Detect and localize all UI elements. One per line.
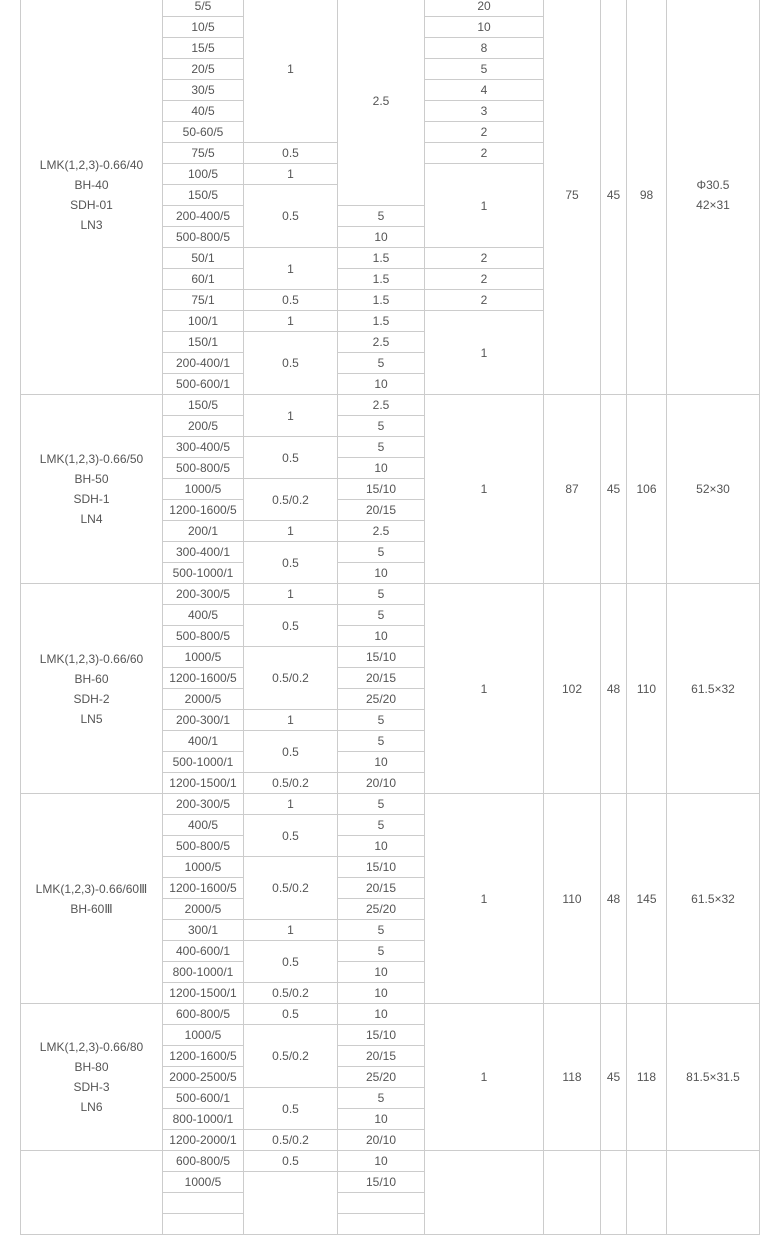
class-cell: 0.5/0.2	[244, 1025, 338, 1088]
class-cell: 0.5/0.2	[244, 983, 338, 1004]
ratio-cell: 150/5	[163, 395, 244, 416]
turns-cell: 1	[425, 311, 544, 395]
turns-cell: 2	[425, 248, 544, 269]
ratio-cell: 150/1	[163, 332, 244, 353]
ratio-cell: 100/5	[163, 164, 244, 185]
capacity-cell: 20/15	[338, 1046, 425, 1067]
turns-cell: 2	[425, 122, 544, 143]
capacity-cell: 5	[338, 416, 425, 437]
capacity-cell: 10	[338, 1004, 425, 1025]
ratio-cell: 400/5	[163, 815, 244, 836]
capacity-cell: 10	[338, 836, 425, 857]
current-transformer-spec-table	[20, 0, 760, 1235]
dim-b-cell: 48	[601, 584, 627, 794]
capacity-cell: 25/20	[338, 899, 425, 920]
dim-b-cell: 48	[601, 794, 627, 1004]
capacity-cell: 20/15	[338, 878, 425, 899]
turns-cell: 4	[425, 80, 544, 101]
capacity-cell	[338, 1193, 425, 1214]
ratio-cell: 800-1000/1	[163, 1109, 244, 1130]
capacity-cell: 15/10	[338, 1172, 425, 1193]
ratio-cell: 150/5	[163, 185, 244, 206]
table-row	[21, 584, 760, 605]
ratio-cell	[163, 1193, 244, 1214]
turns-cell: 2	[425, 269, 544, 290]
turns-cell	[425, 1151, 544, 1235]
ratio-cell: 500-600/1	[163, 1088, 244, 1109]
capacity-cell: 15/10	[338, 647, 425, 668]
capacity-cell: 2.5	[338, 521, 425, 542]
capacity-cell: 10	[338, 752, 425, 773]
model-cell: LMK(1,2,3)-0.66/50 BH-50 SDH-1 LN4	[21, 395, 163, 584]
class-cell: 1	[244, 584, 338, 605]
table-row	[21, 1004, 760, 1025]
class-cell: 1	[244, 164, 338, 185]
ratio-cell: 300/1	[163, 920, 244, 941]
turns-cell: 2	[425, 143, 544, 164]
turns-cell: 20	[425, 0, 544, 17]
class-cell: 0.5	[244, 1151, 338, 1172]
class-cell: 1	[244, 920, 338, 941]
capacity-cell: 5	[338, 794, 425, 815]
class-cell: 0.5	[244, 731, 338, 773]
turns-cell: 10	[425, 17, 544, 38]
dim-a-cell: 75	[544, 0, 601, 395]
ratio-cell: 5/5	[163, 0, 244, 17]
dim-b-cell: 45	[601, 1004, 627, 1151]
model-cell: LMK(1,2,3)-0.66/40 BH-40 SDH-01 LN3	[21, 0, 163, 395]
table-row	[21, 395, 760, 416]
capacity-cell: 2.5	[338, 332, 425, 353]
capacity-cell: 5	[338, 206, 425, 227]
class-cell: 0.5/0.2	[244, 857, 338, 920]
ratio-cell: 200-400/5	[163, 206, 244, 227]
ratio-cell: 200/5	[163, 416, 244, 437]
class-cell: 1	[244, 0, 338, 143]
class-cell: 1	[244, 311, 338, 332]
dim-a-cell: 102	[544, 584, 601, 794]
class-cell: 0.5/0.2	[244, 1130, 338, 1151]
window-size-cell: 61.5×32	[667, 794, 760, 1004]
class-cell: 0.5	[244, 941, 338, 983]
ratio-cell: 1200-1600/5	[163, 1046, 244, 1067]
class-cell: 0.5/0.2	[244, 647, 338, 710]
ratio-cell: 200-300/1	[163, 710, 244, 731]
class-cell: 0.5	[244, 542, 338, 584]
ratio-cell: 1000/5	[163, 1025, 244, 1046]
capacity-cell: 2.5	[338, 395, 425, 416]
ratio-cell	[163, 1214, 244, 1235]
ratio-cell: 400/5	[163, 605, 244, 626]
dim-c-cell: 106	[627, 395, 667, 584]
turns-cell: 1	[425, 794, 544, 1004]
capacity-cell: 5	[338, 731, 425, 752]
ratio-cell: 600-800/5	[163, 1004, 244, 1025]
capacity-cell: 5	[338, 437, 425, 458]
class-cell: 0.5	[244, 185, 338, 248]
class-cell: 0.5	[244, 290, 338, 311]
table-row	[21, 794, 760, 815]
table-row	[21, 0, 760, 17]
capacity-cell: 5	[338, 584, 425, 605]
turns-cell: 1	[425, 164, 544, 248]
window-size-cell: 81.5×31.5	[667, 1004, 760, 1151]
capacity-cell: 10	[338, 374, 425, 395]
capacity-cell: 1.5	[338, 248, 425, 269]
capacity-cell: 20/15	[338, 668, 425, 689]
ratio-cell: 1000/5	[163, 1172, 244, 1193]
spec-table-container	[20, 0, 760, 1235]
capacity-cell: 10	[338, 983, 425, 1004]
capacity-cell: 20/15	[338, 500, 425, 521]
ratio-cell: 400-600/1	[163, 941, 244, 962]
ratio-cell: 50-60/5	[163, 122, 244, 143]
ratio-cell: 1000/5	[163, 647, 244, 668]
ratio-cell: 40/5	[163, 101, 244, 122]
dim-c-cell: 110	[627, 584, 667, 794]
ratio-cell: 75/1	[163, 290, 244, 311]
ratio-cell: 500-600/1	[163, 374, 244, 395]
turns-cell: 1	[425, 1004, 544, 1151]
dim-b-cell: 45	[601, 0, 627, 395]
capacity-cell: 10	[338, 563, 425, 584]
class-cell: 0.5	[244, 1088, 338, 1130]
ratio-cell: 500-800/5	[163, 626, 244, 647]
dim-c-cell: 118	[627, 1004, 667, 1151]
capacity-cell: 1.5	[338, 311, 425, 332]
class-cell: 1	[244, 710, 338, 731]
class-cell: 0.5	[244, 332, 338, 395]
turns-cell: 1	[425, 584, 544, 794]
capacity-cell: 15/10	[338, 1025, 425, 1046]
capacity-cell: 10	[338, 1151, 425, 1172]
model-cell: LMK(1,2,3)-0.66/80 BH-80 SDH-3 LN6	[21, 1004, 163, 1151]
class-cell: 0.5	[244, 1004, 338, 1025]
dim-b-cell	[601, 1151, 627, 1235]
ratio-cell: 500-800/5	[163, 227, 244, 248]
class-cell: 0.5	[244, 437, 338, 479]
ratio-cell: 400/1	[163, 731, 244, 752]
class-cell: 1	[244, 521, 338, 542]
ratio-cell: 1200-1600/5	[163, 878, 244, 899]
ratio-cell: 500-800/5	[163, 836, 244, 857]
dim-a-cell	[544, 1151, 601, 1235]
capacity-cell: 15/10	[338, 479, 425, 500]
capacity-cell: 1.5	[338, 290, 425, 311]
capacity-cell: 10	[338, 227, 425, 248]
dim-b-cell: 45	[601, 395, 627, 584]
capacity-cell: 1.5	[338, 269, 425, 290]
capacity-cell: 10	[338, 1109, 425, 1130]
capacity-cell: 5	[338, 1088, 425, 1109]
ratio-cell: 500-800/5	[163, 458, 244, 479]
ratio-cell: 200-400/1	[163, 353, 244, 374]
class-cell: 0.5/0.2	[244, 773, 338, 794]
capacity-cell: 5	[338, 815, 425, 836]
capacity-cell: 20/10	[338, 1130, 425, 1151]
model-cell: LMK(1,2,3)-0.66/60Ⅲ BH-60Ⅲ	[21, 794, 163, 1004]
class-cell: 1	[244, 395, 338, 437]
dim-a-cell: 87	[544, 395, 601, 584]
ratio-cell: 300-400/5	[163, 437, 244, 458]
model-cell: LMK(1,2,3)-0.66/60 BH-60 SDH-2 LN5	[21, 584, 163, 794]
capacity-cell: 25/20	[338, 689, 425, 710]
capacity-cell: 2.5	[338, 0, 425, 206]
table-row	[21, 1151, 760, 1172]
ratio-cell: 1200-1500/1	[163, 983, 244, 1004]
dim-c-cell	[627, 1151, 667, 1235]
ratio-cell: 300-400/1	[163, 542, 244, 563]
ratio-cell: 100/1	[163, 311, 244, 332]
capacity-cell: 5	[338, 710, 425, 731]
ratio-cell: 30/5	[163, 80, 244, 101]
dim-c-cell: 145	[627, 794, 667, 1004]
turns-cell: 1	[425, 395, 544, 584]
ratio-cell: 75/5	[163, 143, 244, 164]
capacity-cell: 5	[338, 941, 425, 962]
dim-a-cell: 118	[544, 1004, 601, 1151]
capacity-cell: 5	[338, 353, 425, 374]
turns-cell: 8	[425, 38, 544, 59]
class-cell	[244, 1172, 338, 1235]
ratio-cell: 2000/5	[163, 689, 244, 710]
ratio-cell: 600-800/5	[163, 1151, 244, 1172]
capacity-cell: 5	[338, 605, 425, 626]
dim-c-cell: 98	[627, 0, 667, 395]
ratio-cell: 50/1	[163, 248, 244, 269]
ratio-cell: 200-300/5	[163, 794, 244, 815]
ratio-cell: 15/5	[163, 38, 244, 59]
ratio-cell: 1000/5	[163, 857, 244, 878]
ratio-cell: 1200-1600/5	[163, 668, 244, 689]
class-cell: 0.5	[244, 815, 338, 857]
dim-a-cell: 110	[544, 794, 601, 1004]
capacity-cell	[338, 1214, 425, 1235]
window-size-cell: Φ30.5 42×31	[667, 0, 760, 395]
window-size-cell: 52×30	[667, 395, 760, 584]
capacity-cell: 10	[338, 626, 425, 647]
ratio-cell: 500-1000/1	[163, 752, 244, 773]
ratio-cell: 10/5	[163, 17, 244, 38]
class-cell: 0.5	[244, 605, 338, 647]
capacity-cell: 10	[338, 458, 425, 479]
window-size-cell	[667, 1151, 760, 1235]
capacity-cell: 20/10	[338, 773, 425, 794]
ratio-cell: 2000-2500/5	[163, 1067, 244, 1088]
capacity-cell: 10	[338, 962, 425, 983]
ratio-cell: 1200-1500/1	[163, 773, 244, 794]
ratio-cell: 1000/5	[163, 479, 244, 500]
class-cell: 0.5	[244, 143, 338, 164]
class-cell: 1	[244, 794, 338, 815]
ratio-cell: 500-1000/1	[163, 563, 244, 584]
turns-cell: 5	[425, 59, 544, 80]
capacity-cell: 15/10	[338, 857, 425, 878]
ratio-cell: 200-300/5	[163, 584, 244, 605]
window-size-cell: 61.5×32	[667, 584, 760, 794]
model-cell	[21, 1151, 163, 1235]
capacity-cell: 25/20	[338, 1067, 425, 1088]
ratio-cell: 1200-1600/5	[163, 500, 244, 521]
ratio-cell: 60/1	[163, 269, 244, 290]
ratio-cell: 200/1	[163, 521, 244, 542]
turns-cell: 3	[425, 101, 544, 122]
ratio-cell: 2000/5	[163, 899, 244, 920]
turns-cell: 2	[425, 290, 544, 311]
capacity-cell: 5	[338, 920, 425, 941]
class-cell: 1	[244, 248, 338, 290]
capacity-cell: 5	[338, 542, 425, 563]
class-cell: 0.5/0.2	[244, 479, 338, 521]
ratio-cell: 1200-2000/1	[163, 1130, 244, 1151]
ratio-cell: 20/5	[163, 59, 244, 80]
ratio-cell: 800-1000/1	[163, 962, 244, 983]
